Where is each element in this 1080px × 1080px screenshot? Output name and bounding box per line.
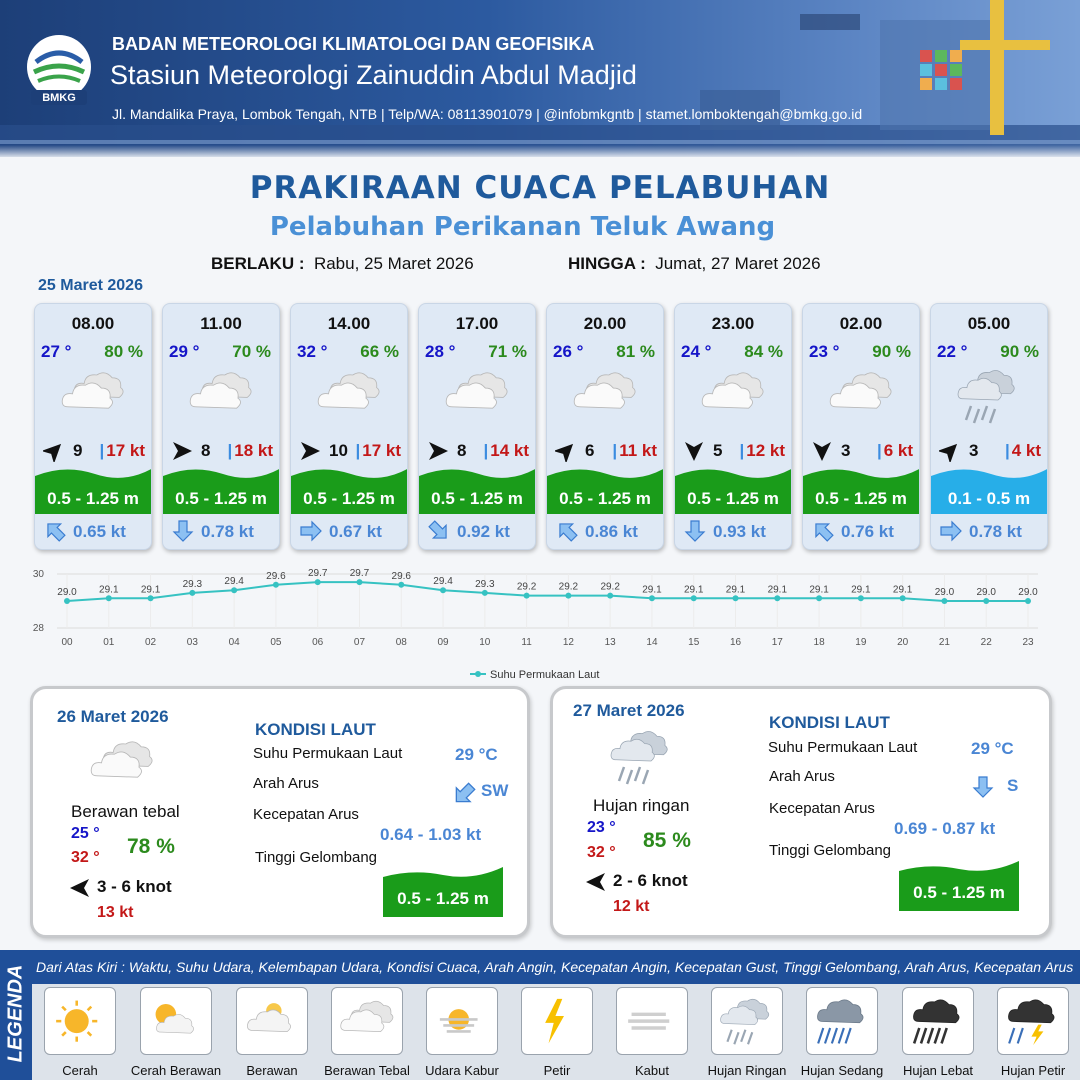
data-label: 29.6: [266, 570, 286, 582]
data-label: 29.1: [892, 584, 913, 596]
day3-current-direction-icon: [971, 774, 995, 800]
data-label: 29.1: [767, 584, 788, 596]
day3-wave-box: [899, 859, 1019, 911]
card-time: 23.00: [711, 314, 755, 333]
validity-to-value: Jumat, 27 Maret 2026: [655, 254, 821, 273]
current-direction-icon: [811, 519, 835, 543]
day3-sst-label: Suhu Permukaan Laut: [768, 739, 918, 756]
validity-from-value: Rabu, 25 Maret 2026: [313, 254, 474, 273]
day3-condition: Hujan ringan: [593, 796, 690, 815]
current-direction-icon: [299, 519, 323, 543]
x-tick-label: 16: [729, 637, 742, 648]
card-temperature: 26 °: [553, 342, 584, 361]
card-wave-height: 0.5 - 1.25 m: [431, 489, 523, 508]
current-direction-icon: [43, 519, 67, 543]
validity-from: [211, 254, 474, 274]
current-direction-icon: [939, 519, 963, 543]
forecast-card: [930, 303, 1048, 550]
card-gust-value: 6 kt: [883, 441, 913, 460]
card-current-speed: 0.78 kt: [969, 522, 1022, 541]
org-name: BADAN METEOROLOGI KLIMATOLOGI DAN GEOFISIKA: [112, 34, 595, 54]
card-temperature: 28 °: [425, 342, 456, 361]
y-tick-label: 30: [32, 569, 44, 580]
x-tick-label: 14: [646, 637, 658, 648]
forecast-card: [674, 303, 792, 550]
data-point: [106, 595, 112, 601]
data-label: 29.1: [642, 584, 662, 596]
data-point: [691, 595, 697, 601]
contact-info: Jl. Mandalika Praya, Lombok Tengah, NTB | Telp/WA: 08113901079 | @infobmkgntb | stamet.lomboktengah@bmkg.go.id: [112, 106, 863, 122]
legend-item: [902, 987, 974, 1055]
hujan-lebat-icon: [909, 992, 969, 1052]
data-label: 29.2: [516, 581, 537, 593]
validity-to: [568, 254, 821, 274]
berawan-tebal-icon: [571, 366, 641, 428]
data-point: [1025, 598, 1031, 604]
data-label: 29.0: [1018, 587, 1038, 598]
data-label: 29.7: [307, 568, 328, 580]
data-label: 29.4: [224, 576, 244, 588]
legend-item: [616, 987, 688, 1055]
card-current-speed: 0.93 kt: [713, 522, 766, 541]
station-name: Stasiun Meteorologi Zainuddin Abdul Madjid: [110, 60, 637, 90]
card-gust-value: 11 kt: [619, 441, 657, 460]
x-tick-label: 22: [980, 637, 992, 648]
day2-wind-direction-icon: [69, 877, 91, 899]
day2-gust: 13 kt: [97, 904, 134, 921]
legend-item: [997, 987, 1069, 1055]
x-tick-label: 06: [312, 637, 324, 648]
card-temperature: 23 °: [809, 342, 840, 361]
day2-wave-box: [383, 865, 503, 917]
card-humidity: 90 %: [872, 342, 911, 361]
card-gust-value: 17 kt: [362, 441, 401, 460]
current-direction-icon: [427, 519, 451, 543]
udara-kabur-icon: [433, 992, 493, 1052]
legend-item: [44, 987, 116, 1055]
data-label: 29.1: [684, 584, 704, 596]
validity-to-label: HINGGA :: [568, 254, 646, 273]
day3-sst: 29 °C: [971, 739, 1014, 758]
forecast-card: [34, 303, 152, 550]
data-point: [983, 598, 989, 604]
x-tick-label: 05: [270, 637, 282, 648]
legend-item-label: Hujan Lebat: [902, 1063, 974, 1078]
page-title: PRAKIRAAN CUACA PELABUHAN: [249, 170, 831, 206]
forecast-card: [418, 303, 536, 550]
sea-surface-temperature-chart: [30, 564, 1060, 684]
card-humidity: 90 %: [1000, 342, 1039, 361]
wind-direction-icon: [427, 440, 449, 462]
data-point: [816, 595, 822, 601]
data-point: [440, 587, 446, 593]
current-direction-icon: [555, 519, 579, 543]
card-humidity: 70 %: [232, 342, 271, 361]
legend-item-label: Hujan Sedang: [800, 1063, 884, 1078]
day2-wave-label: Tinggi Gelombang: [255, 849, 378, 866]
wind-direction-icon: [171, 440, 193, 462]
day3-current-speed-label: Kecepatan Arus: [769, 800, 875, 817]
day3-wave-label: Tinggi Gelombang: [769, 842, 892, 859]
validity-from-label: BERLAKU :: [211, 254, 305, 273]
hujan-petir-icon: [1004, 992, 1064, 1052]
card-current-speed: 0.67 kt: [329, 522, 382, 541]
x-tick-label: 21: [938, 637, 950, 648]
wind-direction-icon: [939, 440, 961, 462]
berawan-tebal-icon: [443, 366, 513, 428]
data-label: 29.0: [934, 587, 955, 598]
cerah-berawan-icon: [147, 992, 207, 1052]
x-tick-label: 07: [353, 637, 366, 648]
day2-wave-height: 0.5 - 1.25 m: [397, 889, 489, 908]
card-humidity: 84 %: [744, 342, 783, 361]
wind-direction-icon: [43, 440, 65, 462]
series-line: [67, 582, 1028, 601]
x-tick-label: 03: [186, 637, 198, 648]
card-gust: | 11 kt: [612, 441, 657, 460]
card-gust-value: 12 kt: [746, 441, 785, 460]
wind-direction-icon: [811, 440, 833, 462]
data-label: 29.1: [140, 584, 161, 596]
data-point: [273, 582, 279, 588]
x-tick-label: 01: [103, 637, 115, 648]
x-tick-label: 17: [771, 637, 783, 648]
x-tick-label: 08: [395, 637, 407, 648]
forecast-card: [162, 303, 280, 550]
bmkg-logo: [18, 34, 100, 108]
card-wind-speed: 3: [969, 441, 979, 460]
day2-sst: 29 °C: [455, 745, 498, 764]
day2-temp-min: 25 °: [71, 825, 100, 842]
kabut-icon: [623, 992, 683, 1052]
card-time: 08.00: [71, 314, 115, 333]
data-point: [148, 595, 154, 601]
legend-side-label: LEGENDA: [4, 964, 27, 1063]
data-point: [398, 582, 404, 588]
wind-direction-icon: [555, 440, 577, 462]
data-label: 29.3: [182, 578, 203, 590]
card-time: 05.00: [967, 314, 1011, 333]
logo-text: BMKG: [42, 92, 76, 104]
day2-current-direction-icon: [451, 781, 477, 807]
day1-date: 25 Maret 2026: [38, 277, 143, 294]
card-wind-speed: 5: [713, 441, 723, 460]
data-point: [64, 598, 70, 604]
legend-item-label: Berawan Tebal: [324, 1063, 410, 1078]
x-tick-label: 20: [897, 637, 909, 648]
day2-humidity: 78 %: [127, 835, 175, 858]
data-point: [315, 579, 321, 585]
data-label: 29.4: [433, 576, 453, 588]
data-label: 29.1: [851, 584, 871, 596]
card-wave-height: 0.5 - 1.25 m: [815, 489, 907, 508]
card-wind-speed: 3: [841, 441, 851, 460]
card-wave-height: 0.1 - 0.5 m: [947, 489, 1031, 508]
card-temperature: 22 °: [937, 342, 968, 361]
day3-panel: [550, 686, 1052, 938]
data-label: 29.7: [349, 568, 370, 580]
data-point: [231, 587, 237, 593]
legend-item-label: Petir: [543, 1063, 571, 1078]
day2-weather-icon: [88, 735, 158, 797]
card-time: 11.00: [200, 314, 242, 333]
day3-weather-icon: [608, 723, 678, 793]
data-point: [941, 598, 947, 604]
card-time: 14.00: [327, 314, 371, 333]
x-tick-label: 02: [145, 637, 157, 648]
day2-sst-label: Suhu Permukaan Laut: [253, 745, 403, 762]
berawan-tebal-icon: [699, 366, 769, 428]
x-tick-label: 11: [521, 637, 532, 648]
data-point: [189, 590, 195, 596]
card-temperature: 27 °: [41, 342, 72, 361]
card-gust-value: 14 kt: [490, 441, 529, 460]
day2-condition: Berawan tebal: [71, 802, 180, 821]
day2-date: 26 Maret 2026: [57, 707, 169, 726]
page-subtitle: Pelabuhan Perikanan Teluk Awang: [269, 212, 776, 242]
day2-panel: [30, 686, 530, 938]
data-label: 29.0: [57, 587, 77, 598]
card-gust-value: 18 kt: [234, 441, 273, 460]
x-tick-label: 10: [479, 637, 491, 648]
berawan-tebal-icon: [315, 366, 385, 428]
berawan-tebal-icon: [187, 366, 257, 428]
day3-wind-direction-icon: [585, 871, 607, 893]
card-wind-speed: 9: [73, 441, 83, 460]
card-current-speed: 0.86 kt: [585, 522, 638, 541]
header-banner: [0, 0, 1080, 157]
data-point: [356, 579, 362, 585]
day3-date: 27 Maret 2026: [573, 701, 685, 720]
x-tick-label: 04: [228, 637, 240, 648]
legend-item-label: Berawan: [246, 1063, 298, 1078]
x-tick-label: 23: [1022, 637, 1034, 648]
day3-sea-title: KONDISI LAUT: [769, 713, 890, 732]
card-humidity: 71 %: [488, 342, 527, 361]
card-wind-speed: 6: [585, 441, 595, 460]
day3-gust: 12 kt: [613, 898, 650, 915]
card-wind-speed: 10: [329, 441, 348, 460]
card-gust: | 14 kt: [483, 441, 529, 460]
x-tick-label: 15: [688, 637, 700, 648]
card-gust: | 4 kt: [1004, 441, 1041, 460]
data-label: 29.6: [391, 570, 411, 582]
cerah-icon: [51, 992, 111, 1052]
day3-current-dir: S: [1007, 776, 1019, 795]
y-tick-label: 28: [32, 623, 44, 634]
data-label: 29.2: [558, 581, 579, 593]
berawan-tebal-icon: [338, 992, 398, 1052]
legend-label: Suhu Permukaan Laut: [490, 669, 600, 681]
data-point: [900, 595, 906, 601]
data-label: 29.1: [809, 584, 829, 596]
legend-item: [426, 987, 498, 1055]
card-temperature: 24 °: [681, 342, 712, 361]
card-temperature: 29 °: [169, 342, 200, 361]
legend-item: [806, 987, 878, 1055]
berawan-tebal-icon: [827, 366, 897, 428]
card-wave-height: 0.5 - 1.25 m: [47, 489, 139, 508]
card-humidity: 66 %: [360, 342, 399, 361]
legend-item-label: Hujan Ringan: [707, 1063, 787, 1078]
data-point: [733, 595, 739, 601]
day2-wind-speed: 3 - 6 knot: [97, 877, 172, 896]
day3-humidity: 85 %: [643, 829, 691, 852]
legend-item-label: Cerah: [62, 1063, 98, 1078]
data-label: 29.0: [976, 587, 996, 598]
card-wind-speed: 8: [201, 441, 211, 460]
day2-current-speed-label: Kecepatan Arus: [253, 806, 359, 823]
legend-item: [331, 987, 403, 1055]
data-label: 29.1: [99, 584, 119, 596]
berawan-tebal-icon: [59, 366, 129, 428]
card-wave-height: 0.5 - 1.25 m: [687, 489, 779, 508]
day3-current-speed: 0.69 - 0.87 kt: [894, 819, 996, 838]
data-point: [774, 595, 780, 601]
card-time: 20.00: [583, 314, 627, 333]
current-direction-icon: [171, 519, 195, 543]
card-gust-value: 17 kt: [106, 441, 145, 460]
legend-item-label: Udara Kabur: [425, 1063, 499, 1078]
legend-item-label: Hujan Petir: [1000, 1063, 1066, 1078]
hujan-ringan-icon: [718, 992, 778, 1052]
card-wave-height: 0.5 - 1.25 m: [303, 489, 395, 508]
forecast-card: [546, 303, 664, 550]
x-tick-label: 18: [813, 637, 825, 648]
card-current-speed: 0.92 kt: [457, 522, 510, 541]
card-temperature: 32 °: [297, 342, 328, 361]
day3-wind-speed: 2 - 6 knot: [613, 871, 688, 890]
current-direction-icon: [683, 519, 707, 543]
berawan-icon: [243, 992, 303, 1052]
card-gust: | 18 kt: [227, 441, 273, 460]
x-tick-label: 09: [437, 637, 449, 648]
day2-sea-title: KONDISI LAUT: [255, 720, 376, 739]
card-gust: | 17 kt: [99, 441, 145, 460]
day3-temp-max: 32 °: [587, 844, 616, 861]
day3-wave-height: 0.5 - 1.25 m: [913, 883, 1005, 902]
data-point: [565, 593, 571, 599]
legend-item-label: Cerah Berawan: [130, 1063, 222, 1078]
data-point: [649, 595, 655, 601]
card-gust: | 17 kt: [355, 441, 401, 460]
hujan-ringan-icon: [955, 366, 1025, 428]
card-current-speed: 0.65 kt: [73, 522, 126, 541]
card-time: 02.00: [839, 314, 883, 333]
card-time: 17.00: [455, 314, 499, 333]
card-humidity: 80 %: [104, 342, 143, 361]
data-label: 29.2: [600, 581, 620, 593]
day2-temp-max: 32 °: [71, 849, 100, 866]
x-tick-label: 12: [562, 637, 574, 648]
card-gust: | 12 kt: [739, 441, 785, 460]
legend-item: [236, 987, 308, 1055]
card-wind-speed: 8: [457, 441, 467, 460]
day3-temp-min: 23 °: [587, 819, 616, 836]
day2-current-speed: 0.64 - 1.03 kt: [380, 825, 482, 844]
wind-direction-icon: [299, 440, 321, 462]
forecast-card: [802, 303, 920, 550]
legend-item: [521, 987, 593, 1055]
legend-item-label: Kabut: [635, 1063, 669, 1078]
legend-item: [711, 987, 783, 1055]
day2-current-dir: SW: [481, 781, 509, 800]
x-tick-label: 00: [61, 637, 73, 648]
legend-description: Dari Atas Kiri : Waktu, Suhu Udara, Kelembapan Udara, Kondisi Cuaca, Arah Angin, Kecepatan Angin, Kecepatan Gust, Tinggi Gelombang, Arah Arus, Kecepatan Arus: [36, 959, 1074, 975]
card-current-speed: 0.78 kt: [201, 522, 254, 541]
card-gust: | 6 kt: [876, 441, 913, 460]
data-point: [607, 593, 613, 599]
card-gust-value: 4 kt: [1011, 441, 1041, 460]
hujan-sedang-icon: [813, 992, 873, 1052]
day2-current-dir-label: Arah Arus: [253, 775, 319, 792]
card-wave-height: 0.5 - 1.25 m: [175, 489, 267, 508]
x-tick-label: 19: [855, 637, 867, 648]
data-label: 29.1: [725, 584, 746, 596]
day3-current-dir-label: Arah Arus: [769, 768, 835, 785]
x-tick-label: 13: [604, 637, 616, 648]
card-current-speed: 0.76 kt: [841, 522, 894, 541]
wind-direction-icon: [683, 440, 705, 462]
data-point: [858, 595, 864, 601]
data-point: [482, 590, 488, 596]
card-wave-height: 0.5 - 1.25 m: [559, 489, 651, 508]
card-humidity: 81 %: [616, 342, 655, 361]
data-point: [524, 593, 530, 599]
legend-item: [140, 987, 212, 1055]
data-label: 29.3: [475, 578, 495, 590]
forecast-card: [290, 303, 408, 550]
petir-icon: [528, 992, 588, 1052]
